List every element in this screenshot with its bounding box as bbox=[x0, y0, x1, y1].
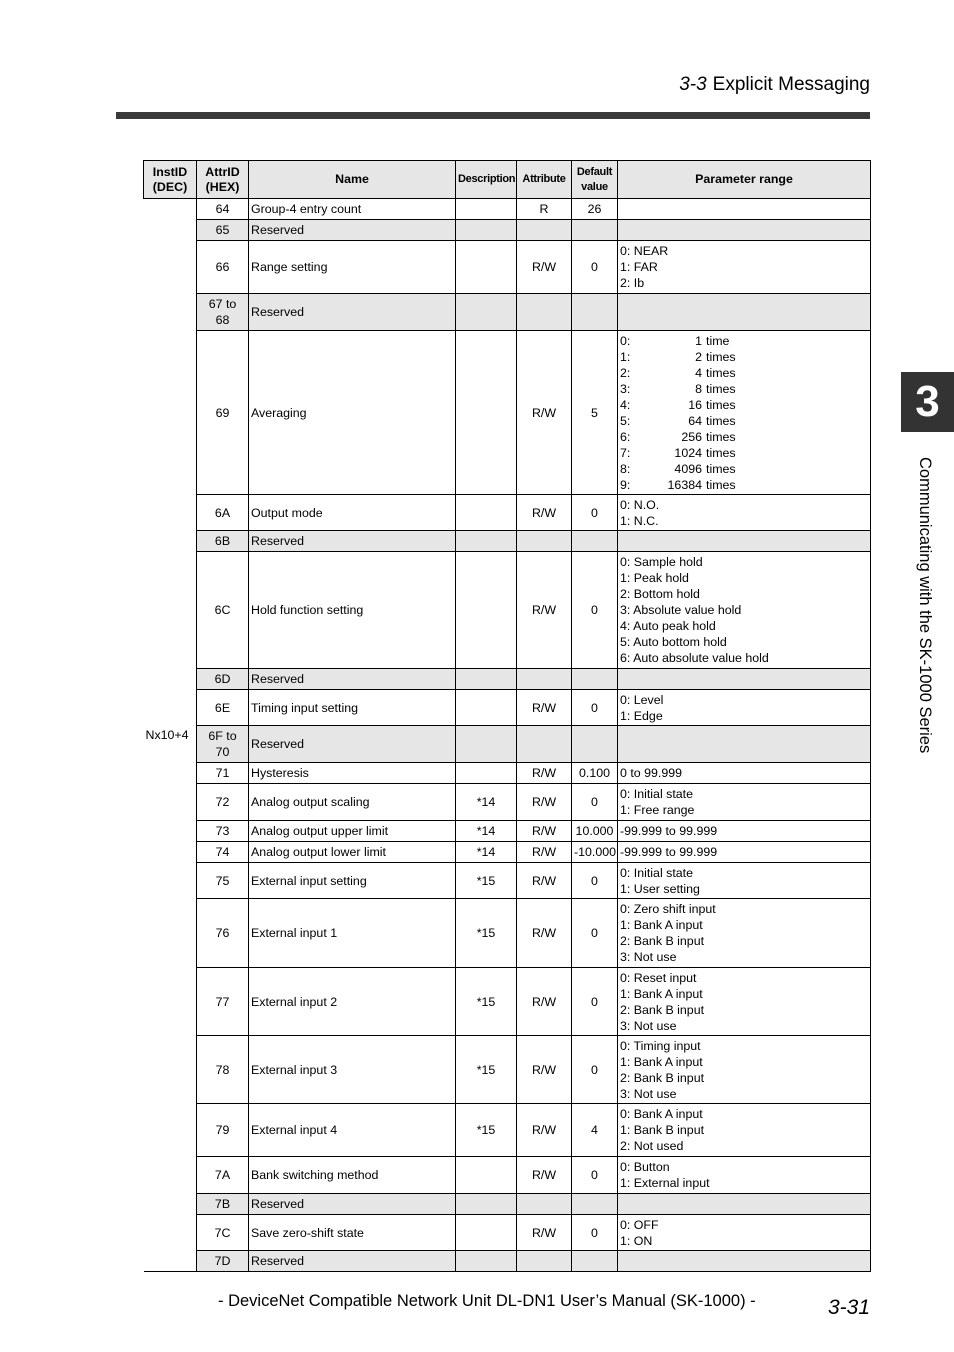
range-key: 0: bbox=[620, 333, 631, 348]
table-row bbox=[144, 1157, 871, 1194]
cell-attrid: 6D bbox=[197, 669, 249, 690]
cell-attribute: R/W bbox=[517, 1104, 572, 1157]
table-row bbox=[144, 294, 871, 331]
cell-default bbox=[572, 726, 618, 763]
cell-default: 10.000 bbox=[572, 821, 618, 842]
cell-description: *14 bbox=[456, 842, 517, 863]
cell-default bbox=[572, 1251, 618, 1272]
cell-attribute: R/W bbox=[517, 821, 572, 842]
cell-attrid: 78 bbox=[197, 1036, 249, 1104]
cell-name: Averaging bbox=[249, 331, 456, 495]
cell-name: Reserved bbox=[249, 531, 456, 552]
range-unit: times bbox=[706, 477, 736, 492]
cell-parameter-range bbox=[618, 552, 871, 669]
range-unit: times bbox=[706, 381, 736, 396]
cell-attribute bbox=[517, 669, 572, 690]
cell-default: 0.100 bbox=[572, 763, 618, 784]
cell-parameter-range bbox=[618, 220, 871, 241]
cell-parameter-range bbox=[618, 690, 871, 726]
col-header-description bbox=[456, 161, 517, 199]
cell-default bbox=[572, 1194, 618, 1215]
cell-parameter-range bbox=[618, 1251, 871, 1272]
range-line: 1: Peak hold bbox=[620, 571, 689, 585]
cell-parameter-range bbox=[618, 1036, 871, 1104]
col-header-instid-label: InstID (DEC) bbox=[152, 164, 188, 194]
range-unit: times bbox=[706, 349, 736, 364]
cell-name: Analog output upper limit bbox=[249, 821, 456, 842]
cell-attrid: 6E bbox=[197, 690, 249, 726]
range-key: 2: bbox=[620, 365, 631, 380]
range-value: 1024 bbox=[674, 445, 702, 460]
cell-description bbox=[456, 220, 517, 241]
cell-attrid: 69 bbox=[197, 331, 249, 495]
range-unit: times bbox=[706, 365, 736, 380]
cell-description bbox=[456, 1215, 517, 1251]
cell-name: Hold function setting bbox=[249, 552, 456, 669]
range-value: 256 bbox=[681, 429, 702, 444]
side-chapter-title: Communicating with the SK-1000 Series bbox=[916, 457, 934, 754]
range-line bbox=[620, 461, 868, 477]
range-unit: times bbox=[706, 461, 736, 476]
cell-default: 0 bbox=[572, 552, 618, 669]
cell-parameter-range bbox=[618, 784, 871, 821]
cell-attrid: 72 bbox=[197, 784, 249, 821]
cell-default: 0 bbox=[572, 495, 618, 531]
range-line: 0: Zero shift input bbox=[620, 902, 716, 916]
cell-name: Reserved bbox=[249, 1194, 456, 1215]
cell-name: External input setting bbox=[249, 863, 456, 899]
cell-attrid: 75 bbox=[197, 863, 249, 899]
range-line: 0: Initial state bbox=[620, 787, 694, 801]
cell-parameter-range bbox=[618, 495, 871, 531]
cell-attribute: R/W bbox=[517, 842, 572, 863]
cell-default: 0 bbox=[572, 690, 618, 726]
header-rule bbox=[116, 112, 870, 119]
range-value: 4 bbox=[695, 365, 702, 380]
cell-attrid: 7B bbox=[197, 1194, 249, 1215]
range-key: 6: bbox=[620, 429, 631, 444]
cell-attribute: R bbox=[517, 199, 572, 220]
table-row bbox=[144, 669, 871, 690]
section-number: 3-3 bbox=[679, 74, 707, 95]
cell-parameter-range bbox=[618, 842, 871, 863]
cell-description bbox=[456, 763, 517, 784]
cell-parameter-range bbox=[618, 1157, 871, 1194]
range-line: 3: Absolute value hold bbox=[620, 603, 742, 617]
cell-attribute bbox=[517, 726, 572, 763]
range-line: 2: Not used bbox=[620, 1139, 684, 1153]
range-unit: times bbox=[706, 445, 736, 460]
cell-attrid: 6C bbox=[197, 552, 249, 669]
col-header-description-label: Description bbox=[458, 173, 516, 185]
range-key: 4: bbox=[620, 397, 631, 412]
cell-attribute: R/W bbox=[517, 1036, 572, 1104]
range-line: 1: User setting bbox=[620, 881, 700, 896]
cell-attribute bbox=[517, 220, 572, 241]
col-header-attrid-label: AttrID (HEX) bbox=[205, 164, 240, 194]
table-row bbox=[144, 1036, 871, 1104]
cell-default bbox=[572, 220, 618, 241]
cell-default: 4 bbox=[572, 1104, 618, 1157]
range-line: 1: Free range bbox=[620, 803, 695, 817]
cell-description bbox=[456, 1194, 517, 1215]
range-unit: times bbox=[706, 429, 736, 444]
table-row bbox=[144, 531, 871, 552]
range-line: 3: Not use bbox=[620, 950, 677, 964]
table-row bbox=[144, 1194, 871, 1215]
cell-description bbox=[456, 726, 517, 763]
table-row bbox=[144, 968, 871, 1036]
cell-attrid: 67 to 68 bbox=[197, 294, 249, 331]
page-number: 3-31 bbox=[827, 1296, 870, 1319]
cell-parameter-range bbox=[618, 199, 871, 220]
range-line: 0: Button bbox=[620, 1160, 670, 1174]
range-value: 16384 bbox=[667, 477, 702, 492]
range-line bbox=[620, 397, 868, 413]
range-line: 3: Not use bbox=[620, 1086, 677, 1101]
parameter-table bbox=[143, 160, 871, 1272]
cell-attribute: R/W bbox=[517, 495, 572, 531]
cell-description bbox=[456, 199, 517, 220]
col-header-attrid bbox=[197, 161, 249, 199]
cell-instid: Nx10+4 bbox=[144, 199, 197, 1272]
range-unit: time bbox=[706, 333, 730, 348]
section-title: Explicit Messaging bbox=[712, 74, 870, 95]
table-header-row bbox=[144, 161, 871, 199]
cell-description: *15 bbox=[456, 968, 517, 1036]
range-line bbox=[620, 477, 868, 493]
range-unit: times bbox=[706, 397, 736, 412]
range-line: 0: Reset input bbox=[620, 970, 697, 985]
col-header-default bbox=[572, 161, 618, 199]
range-value: 4096 bbox=[674, 461, 702, 476]
cell-description bbox=[456, 552, 517, 669]
chapter-tab: 3 bbox=[901, 372, 954, 432]
cell-parameter-range bbox=[618, 968, 871, 1036]
col-header-range bbox=[618, 161, 871, 199]
range-value: 1 bbox=[695, 333, 702, 348]
cell-attribute bbox=[517, 294, 572, 331]
range-line: 1: ON bbox=[620, 1233, 653, 1248]
range-line: 0: Level bbox=[620, 692, 664, 707]
cell-attribute: R/W bbox=[517, 241, 572, 294]
cell-name: Timing input setting bbox=[249, 690, 456, 726]
table-row bbox=[144, 821, 871, 842]
range-line: 0: NEAR bbox=[620, 244, 669, 258]
cell-description: *14 bbox=[456, 784, 517, 821]
cell-name: Reserved bbox=[249, 294, 456, 331]
cell-attribute: R/W bbox=[517, 763, 572, 784]
cell-default: 0 bbox=[572, 968, 618, 1036]
range-line: 1: Bank A input bbox=[620, 918, 703, 932]
range-line: 0: Bank A input bbox=[620, 1107, 703, 1121]
cell-attribute bbox=[517, 531, 572, 552]
range-key: 9: bbox=[620, 477, 631, 492]
range-line: 0: Timing input bbox=[620, 1038, 701, 1053]
cell-default bbox=[572, 294, 618, 331]
col-header-name-label: Name bbox=[335, 172, 369, 186]
cell-attribute: R/W bbox=[517, 1157, 572, 1194]
cell-description bbox=[456, 495, 517, 531]
range-key: 3: bbox=[620, 381, 631, 396]
cell-name: Hysteresis bbox=[249, 763, 456, 784]
range-line: 1: Edge bbox=[620, 708, 663, 723]
table-row bbox=[144, 220, 871, 241]
range-value: 8 bbox=[695, 381, 702, 396]
cell-attrid: 7D bbox=[197, 1251, 249, 1272]
range-value: 64 bbox=[688, 413, 702, 428]
cell-parameter-range bbox=[618, 241, 871, 294]
range-line: 2: Bank B input bbox=[620, 1002, 705, 1017]
table-row bbox=[144, 1251, 871, 1272]
col-header-attribute bbox=[517, 161, 572, 199]
range-line: 2: Bank B input bbox=[620, 934, 705, 948]
range-line bbox=[620, 413, 868, 429]
range-line: 0: N.O. bbox=[620, 497, 660, 512]
range-line: -99.999 to 99.999 bbox=[620, 845, 718, 859]
cell-name: Bank switching method bbox=[249, 1157, 456, 1194]
table-row bbox=[144, 726, 871, 763]
cell-name: External input 4 bbox=[249, 1104, 456, 1157]
cell-attrid: 73 bbox=[197, 821, 249, 842]
cell-attrid: 79 bbox=[197, 1104, 249, 1157]
range-line: 0 to 99.999 bbox=[620, 766, 683, 780]
cell-description: *15 bbox=[456, 1104, 517, 1157]
cell-description bbox=[456, 669, 517, 690]
cell-attrid: 76 bbox=[197, 899, 249, 968]
section-heading bbox=[679, 74, 870, 96]
range-line: 2: Ib bbox=[620, 276, 645, 290]
cell-name: Range setting bbox=[249, 241, 456, 294]
cell-default: 0 bbox=[572, 1215, 618, 1251]
cell-name: Group-4 entry count bbox=[249, 199, 456, 220]
cell-description bbox=[456, 1251, 517, 1272]
cell-attrid: 74 bbox=[197, 842, 249, 863]
cell-parameter-range bbox=[618, 821, 871, 842]
cell-parameter-range bbox=[618, 863, 871, 899]
table-row bbox=[144, 863, 871, 899]
range-line bbox=[620, 381, 868, 397]
cell-attrid: 66 bbox=[197, 241, 249, 294]
cell-name: Output mode bbox=[249, 495, 456, 531]
range-line: 1: Bank B input bbox=[620, 1123, 705, 1137]
cell-default bbox=[572, 669, 618, 690]
cell-default: 0 bbox=[572, 1036, 618, 1104]
range-line: 1: Bank A input bbox=[620, 986, 703, 1001]
cell-description bbox=[456, 331, 517, 495]
cell-name: Analog output scaling bbox=[249, 784, 456, 821]
cell-name: Save zero-shift state bbox=[249, 1215, 456, 1251]
table-body bbox=[144, 199, 871, 1272]
col-header-default-label: Default value bbox=[576, 165, 613, 193]
cell-default: 5 bbox=[572, 331, 618, 495]
footer-document-title: - DeviceNet Compatible Network Unit DL-DN1 User’s Manual (SK-1000) - bbox=[218, 1292, 756, 1310]
col-header-instid bbox=[144, 161, 197, 199]
table-row bbox=[144, 763, 871, 784]
range-line: 0: Initial state bbox=[620, 865, 694, 880]
table-row bbox=[144, 495, 871, 531]
cell-parameter-range bbox=[618, 331, 871, 495]
cell-description: *15 bbox=[456, 1036, 517, 1104]
table-row bbox=[144, 241, 871, 294]
cell-name: Reserved bbox=[249, 669, 456, 690]
range-line bbox=[620, 445, 868, 461]
cell-default: 0 bbox=[572, 863, 618, 899]
cell-name: Analog output lower limit bbox=[249, 842, 456, 863]
cell-name: External input 3 bbox=[249, 1036, 456, 1104]
cell-default: 0 bbox=[572, 899, 618, 968]
cell-default: -10.000 bbox=[572, 842, 618, 863]
cell-default: 0 bbox=[572, 784, 618, 821]
cell-description bbox=[456, 294, 517, 331]
col-header-attribute-label: Attribute bbox=[522, 173, 566, 185]
range-line bbox=[620, 365, 868, 381]
range-line: 3: Not use bbox=[620, 1018, 677, 1033]
cell-parameter-range bbox=[618, 763, 871, 784]
col-header-range-label: Parameter range bbox=[695, 172, 793, 186]
table-row bbox=[144, 899, 871, 968]
cell-description: *15 bbox=[456, 863, 517, 899]
cell-parameter-range bbox=[618, 1215, 871, 1251]
cell-name: External input 2 bbox=[249, 968, 456, 1036]
cell-attrid: 6B bbox=[197, 531, 249, 552]
range-line: 0: OFF bbox=[620, 1217, 659, 1232]
table-row bbox=[144, 331, 871, 495]
cell-parameter-range bbox=[618, 531, 871, 552]
col-header-name bbox=[249, 161, 456, 199]
cell-description bbox=[456, 690, 517, 726]
cell-default: 0 bbox=[572, 1157, 618, 1194]
range-value: 16 bbox=[688, 397, 702, 412]
cell-description bbox=[456, 1157, 517, 1194]
cell-name: Reserved bbox=[249, 1251, 456, 1272]
cell-attrid: 77 bbox=[197, 968, 249, 1036]
cell-name: External input 1 bbox=[249, 899, 456, 968]
cell-attribute: R/W bbox=[517, 552, 572, 669]
cell-attrid: 7C bbox=[197, 1215, 249, 1251]
cell-attribute: R/W bbox=[517, 331, 572, 495]
range-key: 7: bbox=[620, 445, 631, 460]
range-line: 4: Auto peak hold bbox=[620, 619, 716, 633]
range-value: 2 bbox=[695, 349, 702, 364]
range-line: -99.999 to 99.999 bbox=[620, 824, 718, 838]
cell-default: 0 bbox=[572, 241, 618, 294]
table-row bbox=[144, 784, 871, 821]
table-row bbox=[144, 1215, 871, 1251]
cell-description: *14 bbox=[456, 821, 517, 842]
range-line bbox=[620, 349, 868, 365]
cell-attribute bbox=[517, 1194, 572, 1215]
cell-attrid: 64 bbox=[197, 199, 249, 220]
cell-attribute: R/W bbox=[517, 968, 572, 1036]
range-key: 5: bbox=[620, 413, 631, 428]
cell-attrid: 7A bbox=[197, 1157, 249, 1194]
range-line: 1: Bank A input bbox=[620, 1054, 703, 1069]
cell-attribute bbox=[517, 1251, 572, 1272]
cell-attribute: R/W bbox=[517, 1215, 572, 1251]
cell-parameter-range bbox=[618, 294, 871, 331]
cell-description bbox=[456, 241, 517, 294]
cell-description bbox=[456, 531, 517, 552]
cell-parameter-range bbox=[618, 726, 871, 763]
range-key: 8: bbox=[620, 461, 631, 476]
cell-name: Reserved bbox=[249, 726, 456, 763]
range-line: 6: Auto absolute value hold bbox=[620, 651, 769, 665]
range-line: 5: Auto bottom hold bbox=[620, 635, 727, 649]
cell-parameter-range bbox=[618, 1104, 871, 1157]
table-row bbox=[144, 690, 871, 726]
range-line: 2: Bottom hold bbox=[620, 587, 700, 601]
table-row bbox=[144, 842, 871, 863]
cell-attribute: R/W bbox=[517, 690, 572, 726]
cell-default bbox=[572, 531, 618, 552]
range-unit: times bbox=[706, 413, 736, 428]
table-row bbox=[144, 1104, 871, 1157]
range-key: 1: bbox=[620, 349, 631, 364]
cell-attrid: 6A bbox=[197, 495, 249, 531]
range-line: 0: Sample hold bbox=[620, 555, 703, 569]
cell-parameter-range bbox=[618, 669, 871, 690]
cell-default: 26 bbox=[572, 199, 618, 220]
table-row bbox=[144, 552, 871, 669]
cell-attribute: R/W bbox=[517, 899, 572, 968]
cell-attribute: R/W bbox=[517, 863, 572, 899]
cell-name: Reserved bbox=[249, 220, 456, 241]
cell-description: *15 bbox=[456, 899, 517, 968]
range-line: 2: Bank B input bbox=[620, 1070, 705, 1085]
range-line: 1: FAR bbox=[620, 260, 658, 274]
cell-attribute: R/W bbox=[517, 784, 572, 821]
range-line: 1: External input bbox=[620, 1176, 710, 1190]
range-line: 1: N.C. bbox=[620, 513, 659, 528]
cell-attrid: 71 bbox=[197, 763, 249, 784]
range-line bbox=[620, 429, 868, 445]
cell-parameter-range bbox=[618, 1194, 871, 1215]
cell-parameter-range bbox=[618, 899, 871, 968]
range-line bbox=[620, 333, 868, 349]
cell-attrid: 6F to 70 bbox=[197, 726, 249, 763]
table-row bbox=[144, 199, 871, 220]
cell-attrid: 65 bbox=[197, 220, 249, 241]
